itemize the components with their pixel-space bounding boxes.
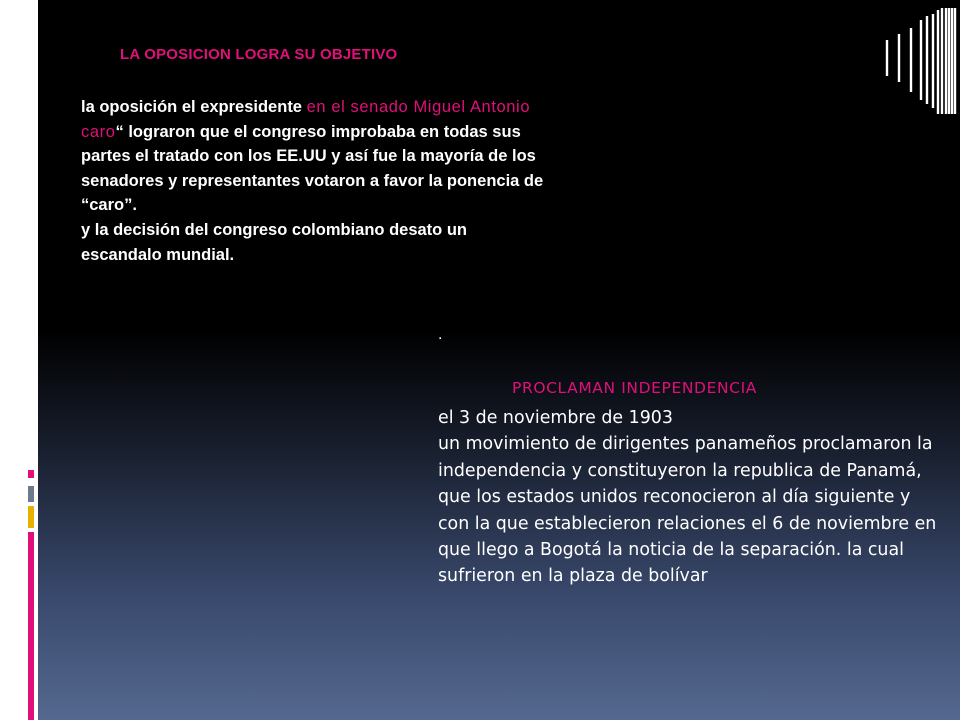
- accent-bar-gray: [28, 486, 34, 502]
- vertical-lines-icon: [877, 6, 957, 116]
- date-line: el 3 de noviembre de 1903: [438, 408, 673, 428]
- accent-bar-pink-small: [28, 470, 34, 478]
- para-highlight: en el senado Miguel Antonio caro: [81, 98, 531, 141]
- slide-title-oposicion: LA OPOSICION LOGRA SU OBJETIVO: [120, 46, 398, 63]
- para-start: la oposición el expresidente: [81, 98, 307, 116]
- accent-bar-pink-long: [28, 532, 34, 720]
- body-text: un movimiento de dirigentes panameños proclamaron la independencia y constituyeron la republica de Panamá, que los estados unidos reconocieron al día siguiente y con la que establecieron relaciones el 6 de noviembre en que llego a Bogotá la noticia de la separación. la cual sufrieron en la plaza de bolívar: [438, 434, 937, 587]
- para-line2: y la decisión del congreso colombiano desato un escandalo mundial.: [81, 220, 467, 264]
- para-rest: “ lograron que el congreso improbaba en todas sus partes el tratado con los EE.UU y así fue la mayoría de los senadores y representantes votaron a favor la ponencia de “caro”.: [81, 122, 544, 215]
- separator-dot: .: [438, 326, 443, 343]
- paragraph-independencia: [438, 405, 938, 590]
- accent-bar-yellow: [28, 506, 34, 528]
- slide-title-independencia: PROCLAMAN INDEPENDENCIA: [512, 379, 757, 397]
- paragraph-oposicion: [81, 95, 551, 267]
